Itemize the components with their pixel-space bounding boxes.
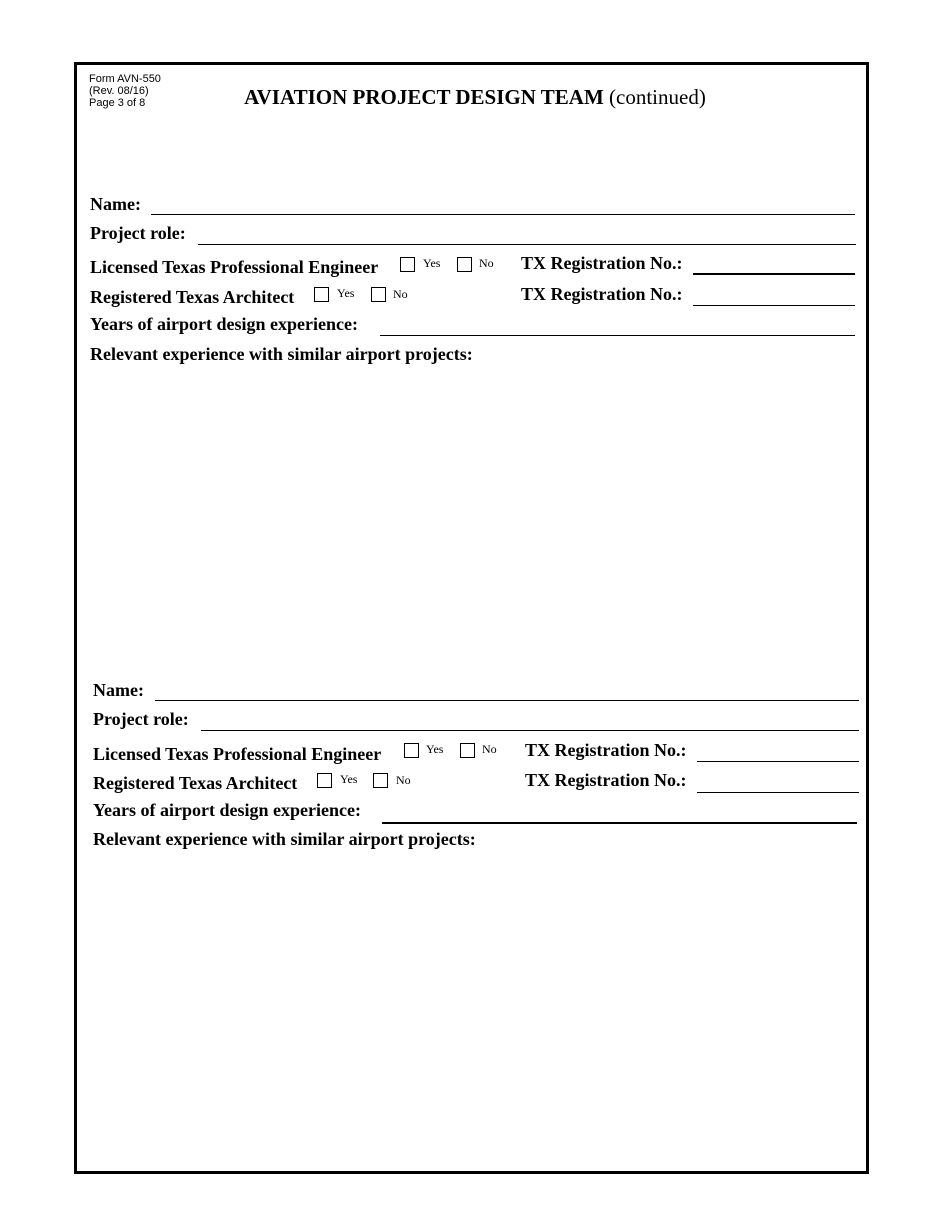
architect-tx-registration-label: TX Registration No.:: [521, 284, 683, 304]
architect-tx-registration-field[interactable]: [697, 792, 859, 793]
architect-tx-registration-label: TX Registration No.:: [525, 770, 687, 790]
engineer-yes-checkbox[interactable]: [404, 743, 419, 758]
engineer-no-checkbox[interactable]: [460, 743, 475, 758]
years-experience-label: Years of airport design experience:: [90, 314, 358, 334]
project-role-field[interactable]: [198, 244, 856, 245]
engineer-label: Licensed Texas Professional Engineer: [90, 257, 379, 277]
architect-yes-label: Yes: [340, 772, 358, 786]
architect-label: Registered Texas Architect: [93, 773, 298, 793]
architect-no-label: No: [393, 287, 408, 301]
architect-no-checkbox[interactable]: [371, 287, 386, 302]
name-field[interactable]: [155, 700, 859, 701]
project-role-label: Project role:: [90, 223, 186, 243]
engineer-yes-label: Yes: [426, 742, 444, 756]
architect-yes-label: Yes: [337, 286, 355, 300]
architect-tx-registration-field[interactable]: [693, 305, 855, 306]
form-page: Page 3 of 8: [89, 97, 146, 109]
years-experience-field[interactable]: [382, 822, 857, 824]
engineer-yes-label: Yes: [423, 256, 441, 270]
title-main: AVIATION PROJECT DESIGN TEAM: [244, 85, 604, 109]
engineer-no-label: No: [479, 256, 494, 270]
relevant-experience-label: Relevant experience with similar airport projects:: [93, 829, 476, 849]
engineer-no-label: No: [482, 742, 497, 756]
project-role-label: Project role:: [93, 709, 189, 729]
name-label: Name:: [90, 194, 141, 214]
engineer-no-checkbox[interactable]: [457, 257, 472, 272]
form-revision: (Rev. 08/16): [89, 85, 149, 97]
relevant-experience-area[interactable]: [90, 368, 855, 668]
architect-no-checkbox[interactable]: [373, 773, 388, 788]
engineer-tx-registration-label: TX Registration No.:: [521, 253, 683, 273]
engineer-yes-checkbox[interactable]: [400, 257, 415, 272]
form-number: Form AVN-550: [89, 73, 161, 85]
years-experience-label: Years of airport design experience:: [93, 800, 361, 820]
relevant-experience-area[interactable]: [93, 853, 858, 1153]
title-suffix: (continued): [609, 85, 706, 109]
project-role-field[interactable]: [201, 730, 859, 731]
name-field[interactable]: [151, 214, 855, 215]
architect-yes-checkbox[interactable]: [317, 773, 332, 788]
engineer-tx-registration-field[interactable]: [693, 273, 855, 275]
years-experience-field[interactable]: [380, 335, 855, 336]
engineer-tx-registration-label: TX Registration No.:: [525, 740, 687, 760]
relevant-experience-label: Relevant experience with similar airport projects:: [90, 344, 473, 364]
engineer-label: Licensed Texas Professional Engineer: [93, 744, 382, 764]
engineer-tx-registration-field[interactable]: [697, 761, 859, 762]
name-label: Name:: [93, 680, 144, 700]
architect-label: Registered Texas Architect: [90, 287, 295, 307]
page-title: [0, 85, 950, 110]
architect-no-label: No: [396, 773, 411, 787]
architect-yes-checkbox[interactable]: [314, 287, 329, 302]
